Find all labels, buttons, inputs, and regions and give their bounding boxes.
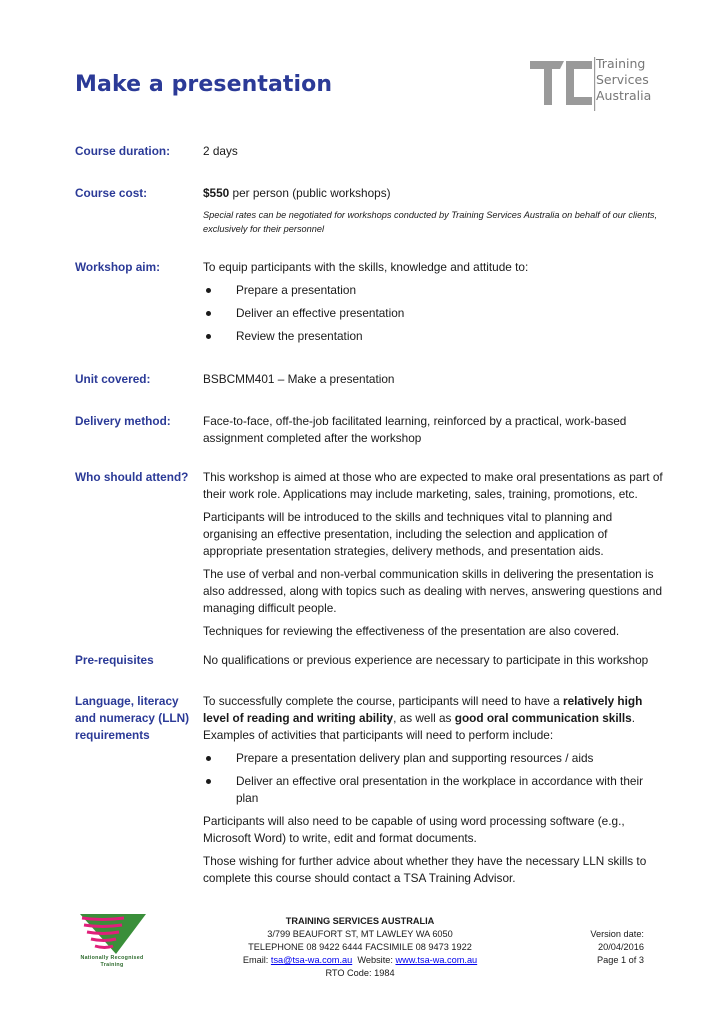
nrt-line: Nationally Recognised <box>80 955 144 961</box>
footer-version-info <box>560 928 644 967</box>
email-label: Email: <box>242 955 271 965</box>
logo-line: Australia <box>596 88 652 103</box>
nrt-wordmark <box>70 955 154 969</box>
list-item: Deliver an effective oral presentation in the workplace in accordance with their plan <box>203 773 663 807</box>
delivery-method-value: Face-to-face, off-the-job facilitated learning, reinforced by a practical, work-based assignment completed after the workshop <box>203 414 627 445</box>
list-item: Prepare a presentation delivery plan and supporting resources / aids <box>203 750 663 767</box>
logo-line: Services <box>596 72 649 87</box>
course-price: $550 <box>203 186 230 200</box>
footer-org-name: TRAINING SERVICES AUSTRALIA <box>285 916 435 926</box>
special-rates-note: Special rates can be negotiated for workshops conducted by Training Services Australia on behalf of our clients, exclusively for their personnel <box>203 210 658 234</box>
lln-reading-emphasis: relatively high level of reading and writing ability <box>203 694 643 725</box>
course-price-suffix: per person (public workshops) <box>229 186 391 200</box>
website-label: Website: <box>352 955 396 965</box>
delivery-method-label: Delivery method: <box>75 414 171 428</box>
lln-activity-list <box>203 750 663 807</box>
lln-intro-text: To successfully complete the course, participants will need to have a <box>203 694 563 708</box>
footer-links <box>200 954 520 967</box>
footer-contact <box>200 915 520 980</box>
footer-rto-code: RTO Code: 1984 <box>325 968 395 978</box>
lln-paragraph: Those wishing for further advice about whether they have the necessary LLN skills to complete this course should contact a TSA Training Advisor. <box>203 854 647 885</box>
footer-address: 3/799 BEAUFORT ST, MT LAWLEY WA 6050 <box>267 929 453 939</box>
unit-covered-value: BSBCMM401 – Make a presentation <box>203 372 395 386</box>
version-label: Version date: <box>590 929 644 939</box>
who-should-attend-label: Who should attend? <box>75 470 189 484</box>
attend-paragraph: Participants will be introduced to the skills and techniques vital to planning and organising an effective presentation, including the selection and application of appropriate presentation strategies, delivery methods, and presentation aids. <box>203 510 613 558</box>
workshop-aim-list <box>203 282 663 345</box>
logo-wordmark <box>596 56 656 104</box>
page-number: Page 1 of 3 <box>597 955 644 965</box>
logo-line: Training <box>596 56 646 71</box>
email-link[interactable]: tsa@tsa-wa.com.au <box>270 955 353 965</box>
attend-paragraph: Techniques for reviewing the effectiveness of the presentation are also covered. <box>203 624 620 638</box>
lln-label: Language, literacy and numeracy (LLN) requirements <box>75 694 190 742</box>
course-cost-label: Course cost: <box>75 186 148 200</box>
attend-paragraph: This workshop is aimed at those who are expected to make oral presentations as part of their work role. Applications may include marketing, sales, training, promotions, etc. <box>203 470 663 501</box>
nrt-line: Training <box>100 962 124 968</box>
lln-intro-text: . Examples of activities that participants will need to perform include: <box>203 711 635 742</box>
prerequisites-label: Pre-requisites <box>75 653 154 667</box>
list-item: Review the presentation <box>203 328 663 345</box>
course-duration-value: 2 days <box>203 144 238 158</box>
footer-phone: TELEPHONE 08 9422 6444 FACSIMILE 08 9473 1922 <box>248 942 472 952</box>
page-title: Make a presentation <box>75 72 333 97</box>
course-duration-label: Course duration: <box>75 144 171 158</box>
attend-paragraph: The use of verbal and non-verbal communication skills in delivering the presentation is also addressed, along with topics such as dealing with nerves, answering questions and managing difficult people. <box>203 567 663 615</box>
unit-covered-label: Unit covered: <box>75 372 151 386</box>
list-item: Deliver an effective presentation <box>203 305 663 322</box>
prerequisites-value: No qualifications or previous experience are necessary to participate in this workshop <box>203 653 649 667</box>
list-item: Prepare a presentation <box>203 282 663 299</box>
workshop-aim-label: Workshop aim: <box>75 260 160 274</box>
website-link[interactable]: www.tsa-wa.com.au <box>395 955 478 965</box>
lln-intro <box>203 693 663 744</box>
version-date: 20/04/2016 <box>598 942 644 952</box>
workshop-aim-intro: To equip participants with the skills, knowledge and attitude to: <box>203 260 529 274</box>
lln-oral-emphasis: good oral communication skills <box>454 711 632 725</box>
lln-intro-text: , as well as <box>393 711 455 725</box>
lln-paragraph: Participants will also need to be capable of using word processing software (e.g., Microsoft Word) to write, edit and format documents. <box>203 814 625 845</box>
